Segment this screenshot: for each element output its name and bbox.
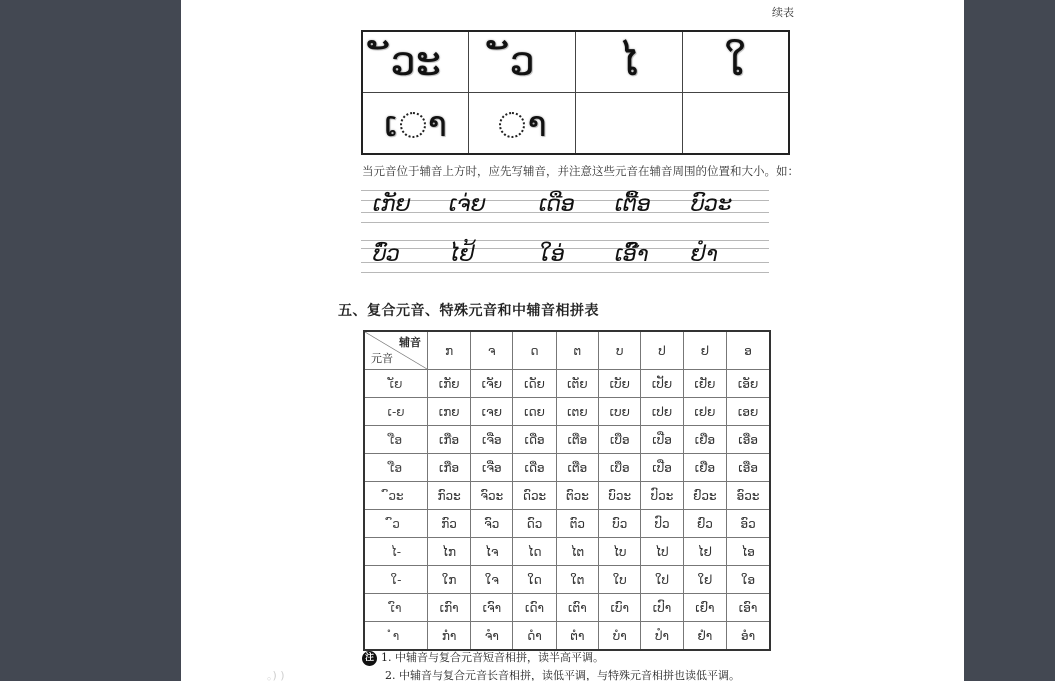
table-row (364, 538, 770, 566)
syllable-cell: ກົວ (428, 510, 471, 538)
syllable-cell: ເຈັຍ (471, 370, 513, 398)
syllable-cell: ໃຈ (471, 566, 513, 594)
glyph-cell: ໄ (576, 31, 683, 93)
table-row (364, 370, 770, 398)
syllable-cell: ເກົາ (428, 594, 471, 622)
syllable-cell: ເປືອ (641, 426, 683, 454)
rule-line (361, 190, 769, 191)
rule-line (361, 240, 769, 241)
glyph-cell-empty (682, 93, 789, 155)
consonant-header: ດ (513, 331, 556, 370)
dotted-circle-placeholder (499, 112, 525, 138)
practice-word: ເດືອ (539, 192, 575, 217)
consonant-header: ຢ (683, 331, 727, 370)
vowel-cell: ເືອ (364, 454, 428, 482)
syllable-cell: ເຢືອ (683, 454, 727, 482)
note-line (362, 649, 740, 667)
scan-artifact: 。) ) (267, 669, 285, 681)
section-title: 五、复合元音、特殊元音和中辅音相拼表 (338, 303, 599, 319)
syllable-cell: ໄຕ (556, 538, 599, 566)
syllable-cell: ເປັຍ (641, 370, 683, 398)
syllable-cell: ຢົວະ (683, 482, 727, 510)
glyph-cell: ັວະ (362, 31, 469, 93)
consonant-header: ຈ (471, 331, 513, 370)
table-row (364, 454, 770, 482)
syllable-cell: ເດືອ (513, 454, 556, 482)
syllable-cell: ເກຍ (428, 398, 471, 426)
syllable-cell: ໃດ (513, 566, 556, 594)
practice-row-1 (361, 188, 769, 224)
syllable-cell: ເດົາ (513, 594, 556, 622)
syllable-cell: ອົວ (727, 510, 770, 538)
rule-line (361, 222, 769, 223)
syllable-cell: ບຳ (599, 622, 641, 651)
document-page (181, 0, 964, 681)
syllable-cell: ເດຍ (513, 398, 556, 426)
vowel-axis-label: 元音 (371, 352, 393, 365)
vowel-cell: ຳ (364, 622, 428, 651)
syllable-cell: ເຕັຍ (556, 370, 599, 398)
syllable-cell: ດົວ (513, 510, 556, 538)
practice-word: ເອົ໊າ (615, 242, 649, 267)
glyph-suffix: າ (527, 104, 547, 145)
syllable-cell: ເອືອ (727, 454, 770, 482)
syllable-cell: ດຳ (513, 622, 556, 651)
syllable-cell: ດົວະ (513, 482, 556, 510)
syllable-cell: ໃອ (727, 566, 770, 594)
syllable-cell: ໄຢ (683, 538, 727, 566)
syllable-cell: ເປົາ (641, 594, 683, 622)
vowel-cell: ໄ- (364, 538, 428, 566)
syllable-cell: ຕຳ (556, 622, 599, 651)
consonant-header: ປ (641, 331, 683, 370)
syllable-cell: ໄບ (599, 538, 641, 566)
practice-word: ໄຢ້ (449, 242, 475, 267)
syllable-cell: ເຈຍ (471, 398, 513, 426)
consonant-header: ອ (727, 331, 770, 370)
glyph-cell: ໃ (682, 31, 789, 93)
practice-word: ເຕື້ອ (615, 192, 651, 217)
syllable-cell: ເກືອ (428, 426, 471, 454)
syllable-cell: ຈົວະ (471, 482, 513, 510)
syllable-cell: ຕົວະ (556, 482, 599, 510)
consonant-header: ຕ (556, 331, 599, 370)
note-text: 2. 中辅音与复合元音长音相拼，读低平调，与特殊元音相拼也读低平调。 (385, 669, 740, 681)
syllable-cell: ເບົາ (599, 594, 641, 622)
table-row (364, 482, 770, 510)
syllable-cell: ຕົວ (556, 510, 599, 538)
glyph-cell-dotted (362, 93, 469, 155)
glyph-suffix: າ (427, 104, 448, 145)
practice-row-2 (361, 238, 769, 274)
glyph-cell: ັວ (469, 31, 576, 93)
note-block (362, 649, 740, 681)
syllable-cell: ເດືອ (513, 426, 556, 454)
practice-word: ຢຳ (691, 242, 718, 267)
syllable-cell: ກົວະ (428, 482, 471, 510)
vowel-cell: ເືອ (364, 426, 428, 454)
syllable-cell: ໃຢ (683, 566, 727, 594)
glyph-cell-dotted (469, 93, 576, 155)
syllable-cell: ໃບ (599, 566, 641, 594)
syllable-cell: ເຕຍ (556, 398, 599, 426)
syllable-cell: ໃປ (641, 566, 683, 594)
consonant-axis-label: 辅音 (399, 336, 421, 349)
syllable-cell: ເຢຍ (683, 398, 727, 426)
corner-header (364, 331, 428, 370)
note-icon: 注 (362, 651, 377, 666)
syllable-cell: ບົວ (599, 510, 641, 538)
table-row (364, 566, 770, 594)
practice-words (361, 242, 769, 267)
syllable-cell: ເຢືອ (683, 426, 727, 454)
instruction-text: 当元音位于辅音上方时，应先写辅音，并注意这些元音在辅音周围的位置和大小。如： (362, 164, 799, 178)
syllable-cell: ຢຳ (683, 622, 727, 651)
glyph-row (362, 31, 789, 93)
table-row (364, 426, 770, 454)
syllable-cell: ໄດ (513, 538, 556, 566)
note-line (362, 667, 740, 681)
note-text: 1. 中辅音与复合元音短音相拼，读半高平调。 (381, 651, 604, 664)
syllable-cell: ໄກ (428, 538, 471, 566)
syllable-cell: ເຈົາ (471, 594, 513, 622)
glyph-prefix: ເ (384, 104, 398, 145)
vowel-cell: ເັຍ (364, 370, 428, 398)
syllable-cell: ເບືອ (599, 426, 641, 454)
syllable-cell: ຈຳ (471, 622, 513, 651)
syllable-cell: ເຕົາ (556, 594, 599, 622)
syllable-cell: ເກືອ (428, 454, 471, 482)
table-row (364, 622, 770, 651)
syllable-cell: ເອັຍ (727, 370, 770, 398)
table-row (364, 398, 770, 426)
practice-word: ບົວະ (691, 192, 732, 217)
syllable-cell: ເກັຍ (428, 370, 471, 398)
glyph-cell-empty (576, 93, 683, 155)
syllable-cell: ເຈືອ (471, 426, 513, 454)
vowel-cell: ເ-ຍ (364, 398, 428, 426)
syllable-cell: ໄອ (727, 538, 770, 566)
vowel-cell: ົວ (364, 510, 428, 538)
vowel-glyph-table (361, 30, 790, 155)
syllable-cell: ກຳ (428, 622, 471, 651)
combination-table (363, 330, 771, 651)
glyph-row (362, 93, 789, 155)
syllable-cell: ເປຍ (641, 398, 683, 426)
syllable-cell: ເຈືອ (471, 454, 513, 482)
vowel-cell: ໃ- (364, 566, 428, 594)
syllable-cell: ເຕືອ (556, 426, 599, 454)
syllable-cell: ບົວະ (599, 482, 641, 510)
continued-label: 续表 (772, 6, 794, 19)
syllable-cell: ອຳ (727, 622, 770, 651)
syllable-cell: ເບັຍ (599, 370, 641, 398)
syllable-cell: ເຢັຍ (683, 370, 727, 398)
syllable-cell: ເປືອ (641, 454, 683, 482)
syllable-cell: ໄປ (641, 538, 683, 566)
syllable-cell: ປົວ (641, 510, 683, 538)
table-header-row (364, 331, 770, 370)
syllable-cell: ໃຕ (556, 566, 599, 594)
practice-word: ເກັຍ (373, 192, 411, 217)
table-row (364, 510, 770, 538)
consonant-header: ກ (428, 331, 471, 370)
practice-words (361, 192, 769, 217)
syllable-cell: ເອືອ (727, 426, 770, 454)
syllable-cell: ເຕືອ (556, 454, 599, 482)
syllable-cell: ຈົວ (471, 510, 513, 538)
syllable-cell: ອົວະ (727, 482, 770, 510)
dotted-circle-placeholder (400, 112, 426, 138)
syllable-cell: ໄຈ (471, 538, 513, 566)
syllable-cell: ປົວະ (641, 482, 683, 510)
rule-line (361, 272, 769, 273)
syllable-cell: ເດັຍ (513, 370, 556, 398)
vowel-cell: ົວະ (364, 482, 428, 510)
syllable-cell: ຢົວ (683, 510, 727, 538)
practice-word: ໃອ່ (539, 242, 565, 267)
syllable-cell: ເອົາ (727, 594, 770, 622)
consonant-header: ບ (599, 331, 641, 370)
practice-word: ບົ່ວ (373, 242, 400, 267)
syllable-cell: ເບຍ (599, 398, 641, 426)
syllable-cell: ເບືອ (599, 454, 641, 482)
table-row (364, 594, 770, 622)
syllable-cell: ໃກ (428, 566, 471, 594)
practice-word: ເຈ່ຍ (449, 192, 486, 217)
syllable-cell: ປຳ (641, 622, 683, 651)
syllable-cell: ເຢົາ (683, 594, 727, 622)
syllable-cell: ເອຍ (727, 398, 770, 426)
table-body (364, 370, 770, 651)
vowel-cell: ເົາ (364, 594, 428, 622)
